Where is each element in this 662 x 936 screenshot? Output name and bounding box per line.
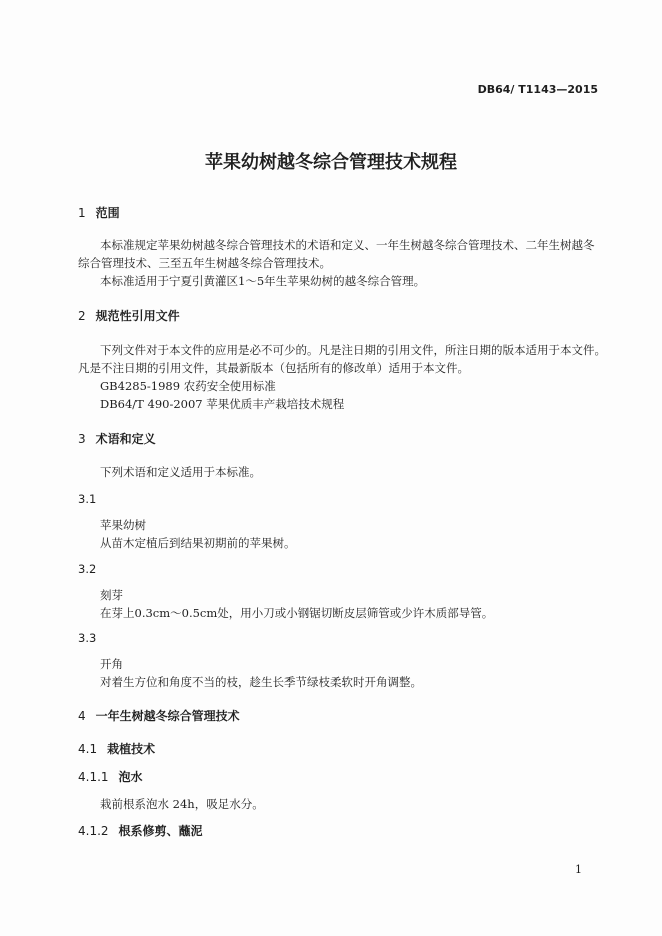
section-number: 3 [78,432,86,446]
section-heading-4 [78,707,240,724]
term-number: 3.2 [78,562,97,576]
standard-code: DB64/ T1143—2015 [477,83,598,96]
term-name: 苹果幼树 [100,518,146,532]
term-number: 3.3 [78,631,97,645]
subsection-number: 4.1.1 [78,770,109,784]
reference-document-1: GB4285-1989 农药安全使用标准 [100,379,276,393]
term-definition: 对着生方位和角度不当的枝，趁生长季节绿枝柔软时开角调整。 [100,675,422,689]
reference-document-2: DB64/T 490-2007 苹果优质丰产栽培技术规程 [100,397,345,411]
term-definition: 从苗木定植后到结果初期前的苹果树。 [100,536,296,550]
term-name: 刻芽 [100,588,123,602]
terms-intro: 下列术语和定义适用于本标准。 [100,465,261,479]
scope-paragraph-2: 本标准适用于宁夏引黄灌区1～5年生苹果幼树的越冬综合管理。 [100,274,426,288]
section-heading-2 [78,307,180,324]
refs-paragraph-line-1: 下列文件对于本文件的应用是必不可少的。凡是注日期的引用文件，所注日期的版本适用于本文件。 [100,343,606,357]
section-title: 术语和定义 [95,432,156,446]
subsection-heading-4-1 [78,740,155,757]
section-number: 2 [78,309,86,323]
section-heading-1 [78,204,120,221]
subsection-number: 4.1 [78,742,98,756]
refs-paragraph-line-2: 凡是不注日期的引用文件，其最新版本（包括所有的修改单）适用于本文件。 [78,361,469,375]
term-name: 开角 [100,657,123,671]
subsection-title: 栽植技术 [107,742,156,756]
term-definition: 在芽上0.3cm～0.5cm处，用小刀或小钢锯切断皮层筛管或少许木质部导管。 [100,606,494,620]
page-number: 1 [575,863,582,876]
section-title: 规范性引用文件 [95,309,180,323]
subsection-heading-4-1-2 [78,822,203,839]
section-number: 4 [78,709,86,723]
scope-paragraph-1-line-1: 本标准规定苹果幼树越冬综合管理技术的术语和定义、一年生树越冬综合管理技术、二年生树越冬 [100,238,595,252]
section-title: 一年生树越冬综合管理技术 [95,709,240,723]
term-number: 3.1 [78,492,97,506]
subsection-heading-4-1-1 [78,768,143,785]
section-heading-3 [78,430,156,447]
subsection-title: 泡水 [118,770,143,784]
section-title: 范围 [95,206,120,220]
document-title: 苹果幼树越冬综合管理技术规程 [205,152,457,173]
section-number: 1 [78,206,86,220]
subsection-title: 根系修剪、蘸泥 [118,824,203,838]
subsection-4-1-1-text: 栽前根系泡水 24h，吸足水分。 [100,797,264,811]
scope-paragraph-1-line-2: 综合管理技术、三至五年生树越冬综合管理技术。 [78,256,331,270]
subsection-number: 4.1.2 [78,824,109,838]
